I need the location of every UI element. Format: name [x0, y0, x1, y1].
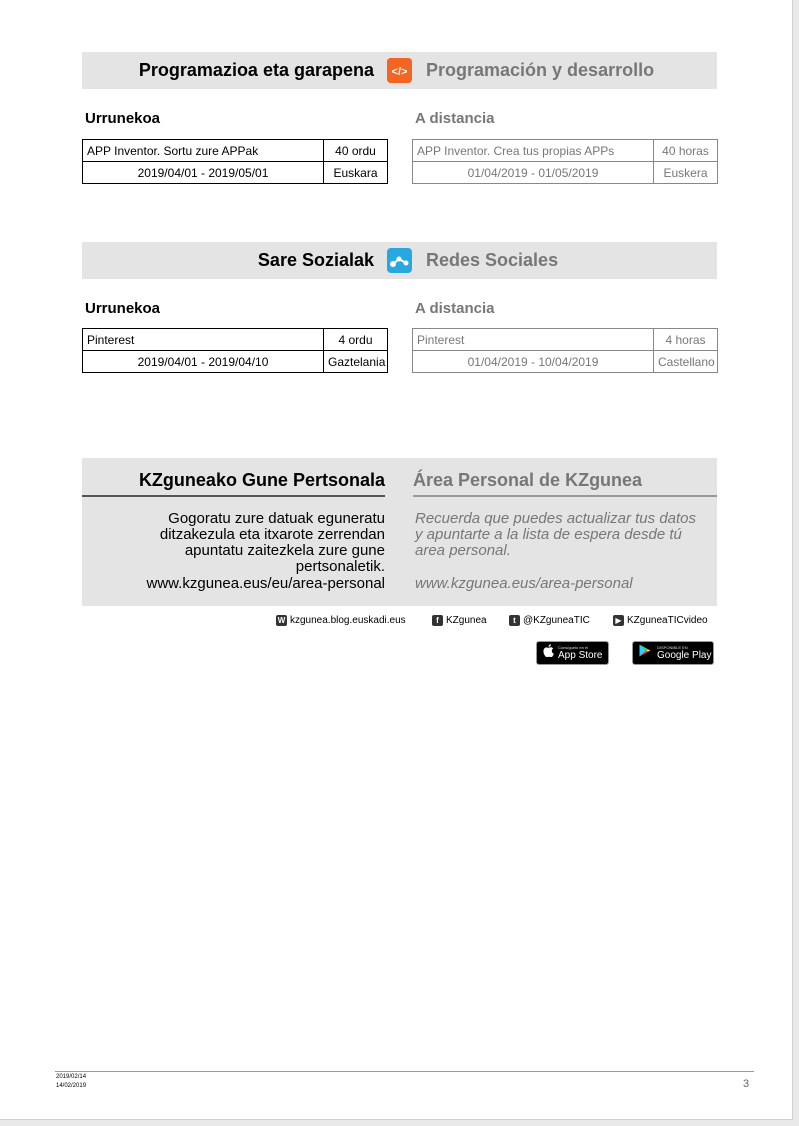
wordpress-icon: W [277, 616, 286, 625]
section-title-es: Programación y desarrollo [426, 60, 655, 80]
course-language: Gaztelania [324, 351, 388, 373]
section-title-eu: Sare Sozialak [257, 250, 374, 270]
course-dates: 2019/04/01 - 2019/05/01 [83, 162, 324, 184]
course-name: APP Inventor. Sortu zure APPak [83, 140, 324, 162]
personal-area-title-es: Área Personal de KZgunea [413, 458, 717, 497]
page-number: 3 [743, 1078, 750, 1090]
section-title-es: Redes Sociales [426, 250, 559, 270]
personal-area-link-es[interactable]: www.kzgunea.eus/area-personal [415, 575, 633, 592]
personal-area-box [82, 458, 717, 606]
personal-area-title-eu: KZguneako Gune Pertsonala [82, 458, 385, 497]
svg-text:</>: </> [391, 66, 408, 78]
app-store-text [558, 645, 602, 661]
social-label: KZgunea [446, 615, 487, 626]
subhead-urrunekoa: Urrunekoa [85, 110, 161, 127]
social-link-twitter[interactable] [509, 615, 590, 626]
course-hours: 40 horas [654, 140, 718, 162]
course-dates: 2019/04/01 - 2019/04/10 [83, 351, 324, 373]
footer-date-eu: 2019/02/14 [56, 1074, 87, 1080]
social-label: KZguneaTICvideo [627, 615, 708, 626]
apple-icon [543, 644, 555, 662]
twitter-icon: t [509, 615, 520, 626]
section-title-eu: Programazioa eta garapena [138, 60, 374, 80]
subhead-a-distancia: A distancia [415, 300, 495, 317]
social-label: kzgunea.blog.euskadi.eus [290, 615, 406, 626]
facebook-icon: f [432, 615, 443, 626]
course-table-es [412, 328, 718, 373]
table-row [83, 162, 388, 184]
course-hours: 4 ordu [324, 329, 388, 351]
app-store-label: App Store [558, 650, 603, 661]
social-label: @KZguneaTIC [523, 615, 590, 626]
youtube-icon: ▶ [613, 615, 624, 626]
footer-divider [55, 1071, 754, 1072]
footer-date-es: 14/02/2019 [56, 1083, 87, 1089]
course-name: APP Inventor. Crea tus propias APPs [413, 140, 654, 162]
course-name: Pinterest [413, 329, 654, 351]
app-store-caption: Consíguelo en el [558, 645, 589, 650]
table-row [83, 351, 388, 373]
table-row [83, 329, 388, 351]
subhead-a-distancia: A distancia [415, 110, 495, 127]
course-dates: 01/04/2019 - 01/05/2019 [413, 162, 654, 184]
personal-area-text-es: Recuerda que puedes actualizar tus datos y apuntarte a la lista de espera desde tú area personal. [415, 510, 697, 559]
social-link-facebook[interactable] [432, 615, 487, 626]
personal-area-link-eu[interactable]: www.kzgunea.eus/eu/area-personal [146, 575, 385, 592]
course-table-eu [82, 139, 388, 184]
section-header-programming [82, 52, 717, 89]
social-link-youtube[interactable] [613, 615, 708, 626]
table-row [413, 351, 718, 373]
course-hours: 4 horas [654, 329, 718, 351]
google-play-label: Google Play [657, 650, 712, 661]
section-header-social [82, 242, 717, 279]
table-row [413, 329, 718, 351]
app-store-badge[interactable] [536, 641, 609, 665]
course-language: Euskera [654, 162, 718, 184]
google-play-icon [639, 644, 652, 662]
subhead-urrunekoa: Urrunekoa [85, 300, 161, 317]
google-play-badge[interactable] [632, 641, 714, 665]
course-language: Euskara [324, 162, 388, 184]
code-icon [387, 58, 412, 83]
table-row [83, 140, 388, 162]
course-language: Castellano [654, 351, 718, 373]
table-row [413, 162, 718, 184]
course-dates: 01/04/2019 - 10/04/2019 [413, 351, 654, 373]
table-row [413, 140, 718, 162]
google-play-text [657, 645, 711, 661]
personal-area-text-eu: Gogoratu zure datuak eguneratu ditzakezula eta itxarote zerrendan apuntatu zaitezkela zure gune pertsonaletik. [159, 510, 385, 575]
course-table-eu [82, 328, 388, 373]
course-table-es [412, 139, 718, 184]
course-hours: 40 ordu [324, 140, 388, 162]
google-play-caption: DISPONIBLE EN [657, 645, 688, 650]
social-link-blog[interactable] [276, 615, 406, 626]
social-network-icon [387, 248, 412, 273]
course-name: Pinterest [83, 329, 324, 351]
